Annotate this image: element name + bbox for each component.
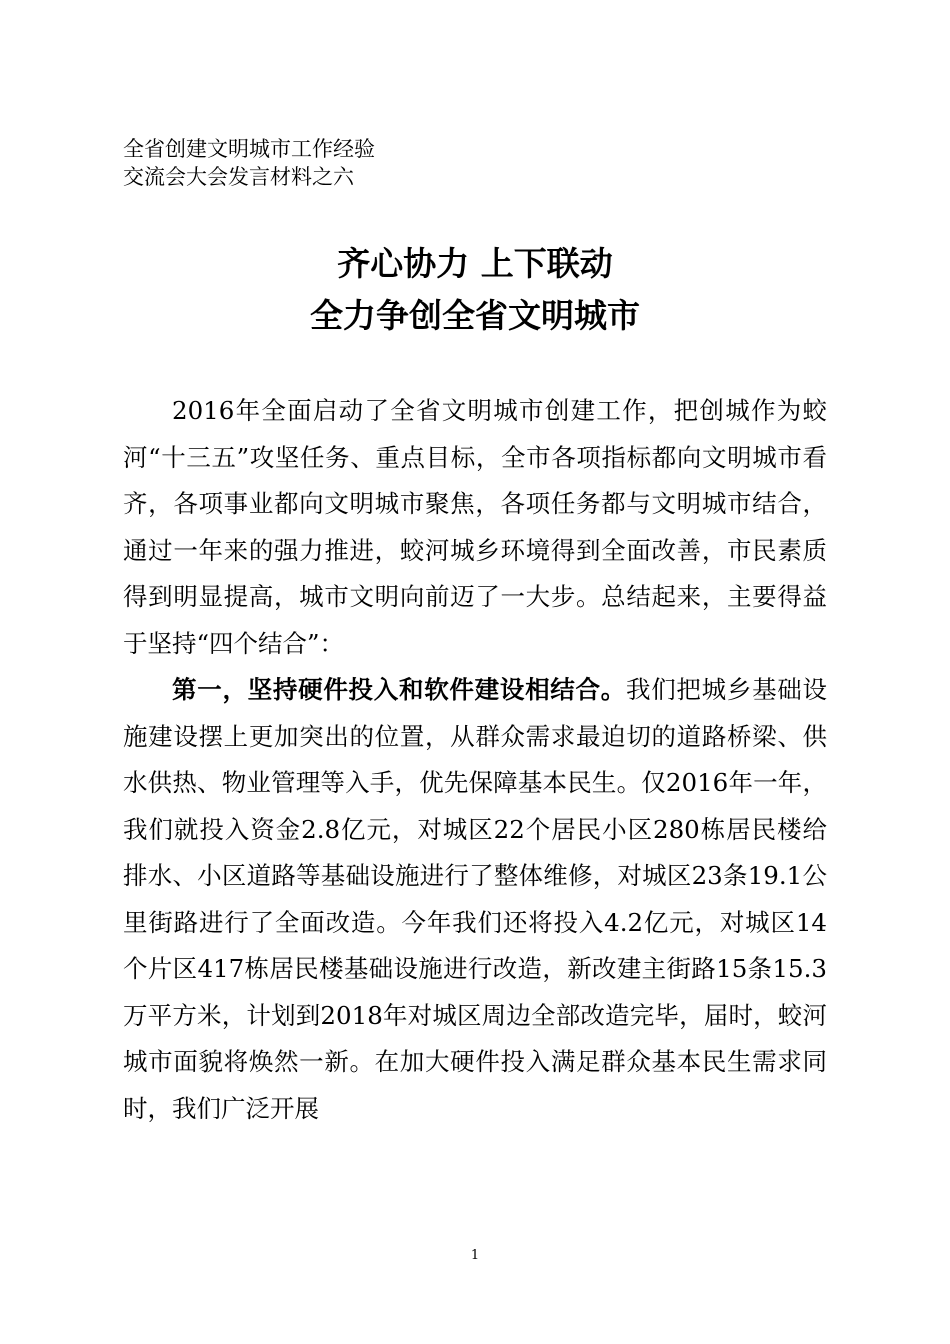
document-header [123,135,483,191]
title-line-2: 全力争创全省文明城市 [310,296,640,335]
page-number: 1 [470,1248,480,1263]
paragraph-intro-text: 2016年全面启动了全省文明城市创建工作，把创城作为蛟河“十三五”攻坚任务、重点目标，全市各项指标都向文明城市看齐，各项事业都向文明城市聚焦，各项任务都与文明城市结合，通过一年来的强力推进，蛟河城乡环境得到全面改善，市民素质得到明显提高，城市文明向前迈了一大步。总结起来，主要得益于坚持“四个结合”： [123,396,827,658]
document-body [123,388,827,1132]
header-line-1: 全省创建文明城市工作经验 [123,137,375,161]
title-line-1: 齐心协力 上下联动 [337,244,613,283]
paragraph-first-point [123,667,827,1132]
paragraph-first-point-text: 我们把城乡基础设施建设摆上更加突出的位置，从群众需求最迫切的道路桥梁、供水供热、物业管理等入手，优先保障基本民生。仅2016年一年，我们就投入资金2.8亿元，对城区22个居民小区280栋居民楼给排水、小区道路等基础设施进行了整体维修，对城区23条19.1公里街路进行了全面改造。今年我们还将投入4.2亿元，对城区14个片区417栋居民楼基础设施进行改造，新改建主街路15条15.3万平方米，计划到2018年对城区周边全部改造完毕，届时，蛟河城市面貌将焕然一新。在加大硬件投入满足群众基本民生需求同时，我们广泛开展 [123,675,828,1123]
header-line-2: 交流会大会发言材料之六 [123,165,354,189]
document-title [0,238,950,342]
paragraph-intro [123,388,827,667]
paragraph-first-point-heading: 第一，坚持硬件投入和软件建设相结合。 [172,675,626,704]
